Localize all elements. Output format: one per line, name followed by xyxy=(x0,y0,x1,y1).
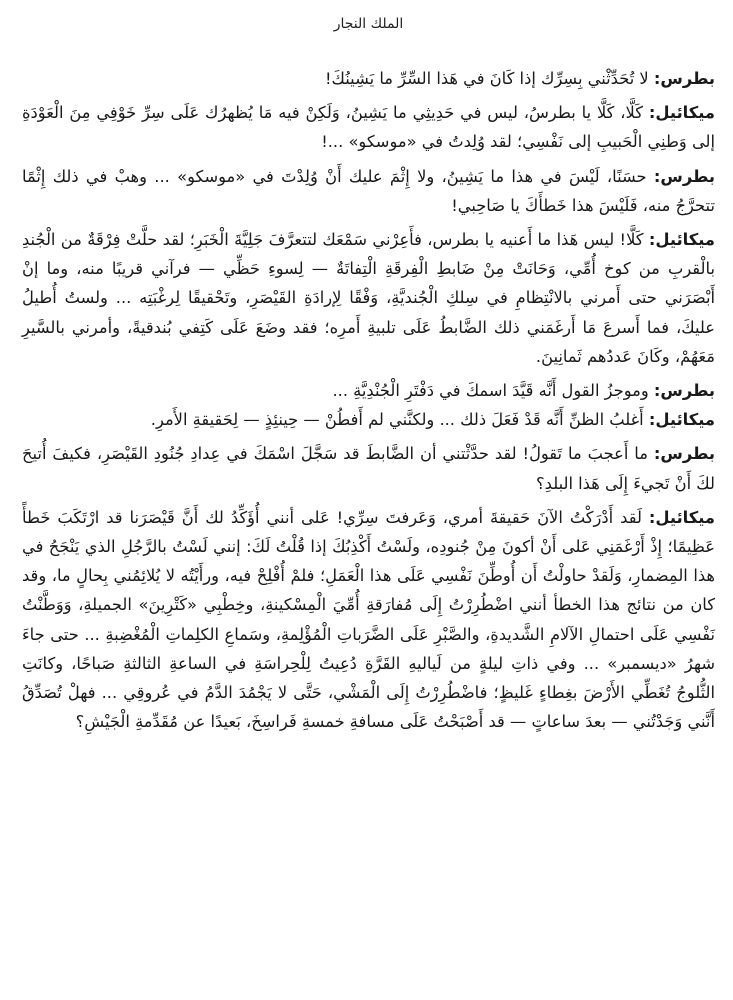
dialogue-body xyxy=(22,64,715,736)
dialogue-turn xyxy=(22,162,715,220)
running-header: الملك النجار xyxy=(333,16,404,32)
dialogue-turn xyxy=(22,439,715,497)
speech-text: ما أَعجبَ ما تَقولُ! لقد حدَّثْتني أن الضَّابطَ قد سَجَّلَ اسْمَكَ في عِدادِ جُنُودِ القَيْصَرِ، فكيفَ أُتيحَ لكَ أَنْ تَجيءَ إِلَى هَذا البلدِ؟ xyxy=(22,444,715,493)
speaker-name: ميكائيل: xyxy=(648,410,715,430)
speaker-name: بطرس: xyxy=(653,444,715,464)
dialogue-turn xyxy=(22,98,715,156)
dialogue-turn xyxy=(22,225,715,371)
dialogue-turn xyxy=(22,503,715,737)
speech-text: لَقد أَدْرَكْتُ الآنَ حَقيقةَ أمري، وَعَرفتَ سِرِّي! عَلى أنني أُؤَكِّدُ لك أَنَّ قَيْصَرَنا قد ارْتَكَبَ خَطأً عَظِيمًا؛ إِذْ أَرْغَمَنِي عَلى أَنْ أكونَ مِنْ جُنودِه، ولَسْتُ أَكْذِبُكَ إذا قُلْتُ لَكَ: إنني لَسْتُ بالرَّجُلِ الذي يَنْجَحُ في هذا المِضمارِ، وَلَقدْ حاولْتُ أَن أُوطِّنَ نَفْسِي عَلَى هذا الْعَمَلِ؛ فلمْ أُفْلِحْ فيه، ورأَيْتُه لا يُلائِمُني بِحالٍ ما، وقد كان من نتائج هذا الخطأ أنني اضْطُرِرْتُ إِلَى مُفارَقةِ أُمِّيَ الْمِسْكينةِ، وخِطْبِي «كَتْرِينَ» الجميلةِ، وَوَطَّنْتُ نَفْسِي عَلَى احتمالِ الآلامِ الشَّديدةِ، والصَّبْرِ عَلَى الضَّرَباتِ الْمُؤْلِمةِ، وسَماعِ الكلِماتِ الْمُغْضِبةِ ... حتى جاءَ شهرُ «ديسمبر» ... وفي ذاتِ ليلةٍ من لَياليهِ القَرَّةِ دُعِيتُ لِلْحِراسَةِ في الساعةِ الثالثةِ صَباحًا، وكانَتِ الثُّلوجُ تُغَطِّي الأَرْضَ بغِطاءٍ غَليظٍ؛ فاضْطُرِرْتُ إِلَى الْمَشْي، حَتَّى لا يَجْمُدَ الدَّمُ في عُروقِي ... فهلْ تُصَدِّقُ أَنَّني وَجَدْتُني — بعدَ ساعاتٍ — قد أَصْبَحْتُ عَلَى مسافةِ خمسةِ فَراسِخَ، بَعيدًا عن مُقَدِّمةِ الْجَيْشِ؟ xyxy=(22,507,715,732)
speaker-name: بطرس: xyxy=(653,381,715,401)
speech-text: كَلَّا! ليس هَذا ما أَعنيه يا بطرس، فأَعِرْني سَمْعَك لتتعرَّفَ جَلِيَّةَ الْخَبَرِ؛ لقد حلَّتْ فِرْقَةٌ من الْجُندِ بالْقربِ من كوخ أُمِّي، وَحَانَتْ مِنْ ضَابطِ الْفِرقَةِ الْتِفاتَةٌ — لِسوءِ حَظِّي — فرآني قريبًا منه، وما إنْ أَبْصَرَني حتى أَمرني بالانْتِظامِ في سِلكِ الْجُنديَّةِ، وَفْقًا لِإرادَةِ القَيْصَرِ، وتَحْقيقًا لِرغْبَتِه ... ولستُ أُطيلُ عليكَ، فما أَسرعَ مَا أَرغَمَني ذلك الضَّابطُ عَلَى تلبيةِ أَمرِه؛ فقد وضَعَ عَلَى كَتِفي بُندقيةً، وأمرني بالسَّيرِ مَعَهُمْ، وكَانَ عَددُهم ثَمانِينَ. xyxy=(22,230,715,366)
speech-text: كَلَّا، كَلَّا يا بطرسُ، ليس في حَدِيثِي ما يَشِينُ، وَلَكِنْ فيه مَا يُظهرُك عَلَى سِرِّ خَوْفِي مِنَ الْعَوْدَةِ إلى وَطنِي الْحَبيبِ إلى نَفْسِي؛ لقد وُلِدتُ في «موسكو» ...! xyxy=(22,103,715,152)
speech-text: حسَنًا، لَيْسَ في هذا ما يَشِينُ، ولا إِثْمَ عليك أَنْ وُلِدْتَ في «موسكو» ... وهبْ في ذلك إِثْمًا تتحرَّجُ منه، فَلَيْسَ هذا خَطأَكَ يا صَاحِبي! xyxy=(22,166,715,215)
speech-text: وموجزُ القول أَنَّه قَيَّدَ اسمكَ في دَفْتَرِ الْجُنْدِيَّةِ ... xyxy=(332,381,654,401)
dialogue-turn xyxy=(22,64,715,93)
speaker-name: ميكائيل: xyxy=(648,230,715,250)
speech-text: لا تُحَدِّثْني بِسِرِّك إذا كَانَ في هَذا السِّرِّ ما يَشِينُكَ! xyxy=(325,69,654,88)
dialogue-turn xyxy=(22,405,715,434)
speech-text: أَغلبُ الظنِّ أَنَّه قَدْ فَعَلَ ذلك ... ولكنَّني لم أَفطُنْ — حِينئِذٍ — لِحَقيقةِ الأَمرِ. xyxy=(150,410,649,430)
speaker-name: ميكائيل: xyxy=(648,103,715,123)
dialogue-turn xyxy=(22,376,715,405)
speaker-name: بطرس: xyxy=(653,166,715,186)
speaker-name: بطرس: xyxy=(653,69,715,88)
speaker-name: ميكائيل: xyxy=(648,507,715,527)
